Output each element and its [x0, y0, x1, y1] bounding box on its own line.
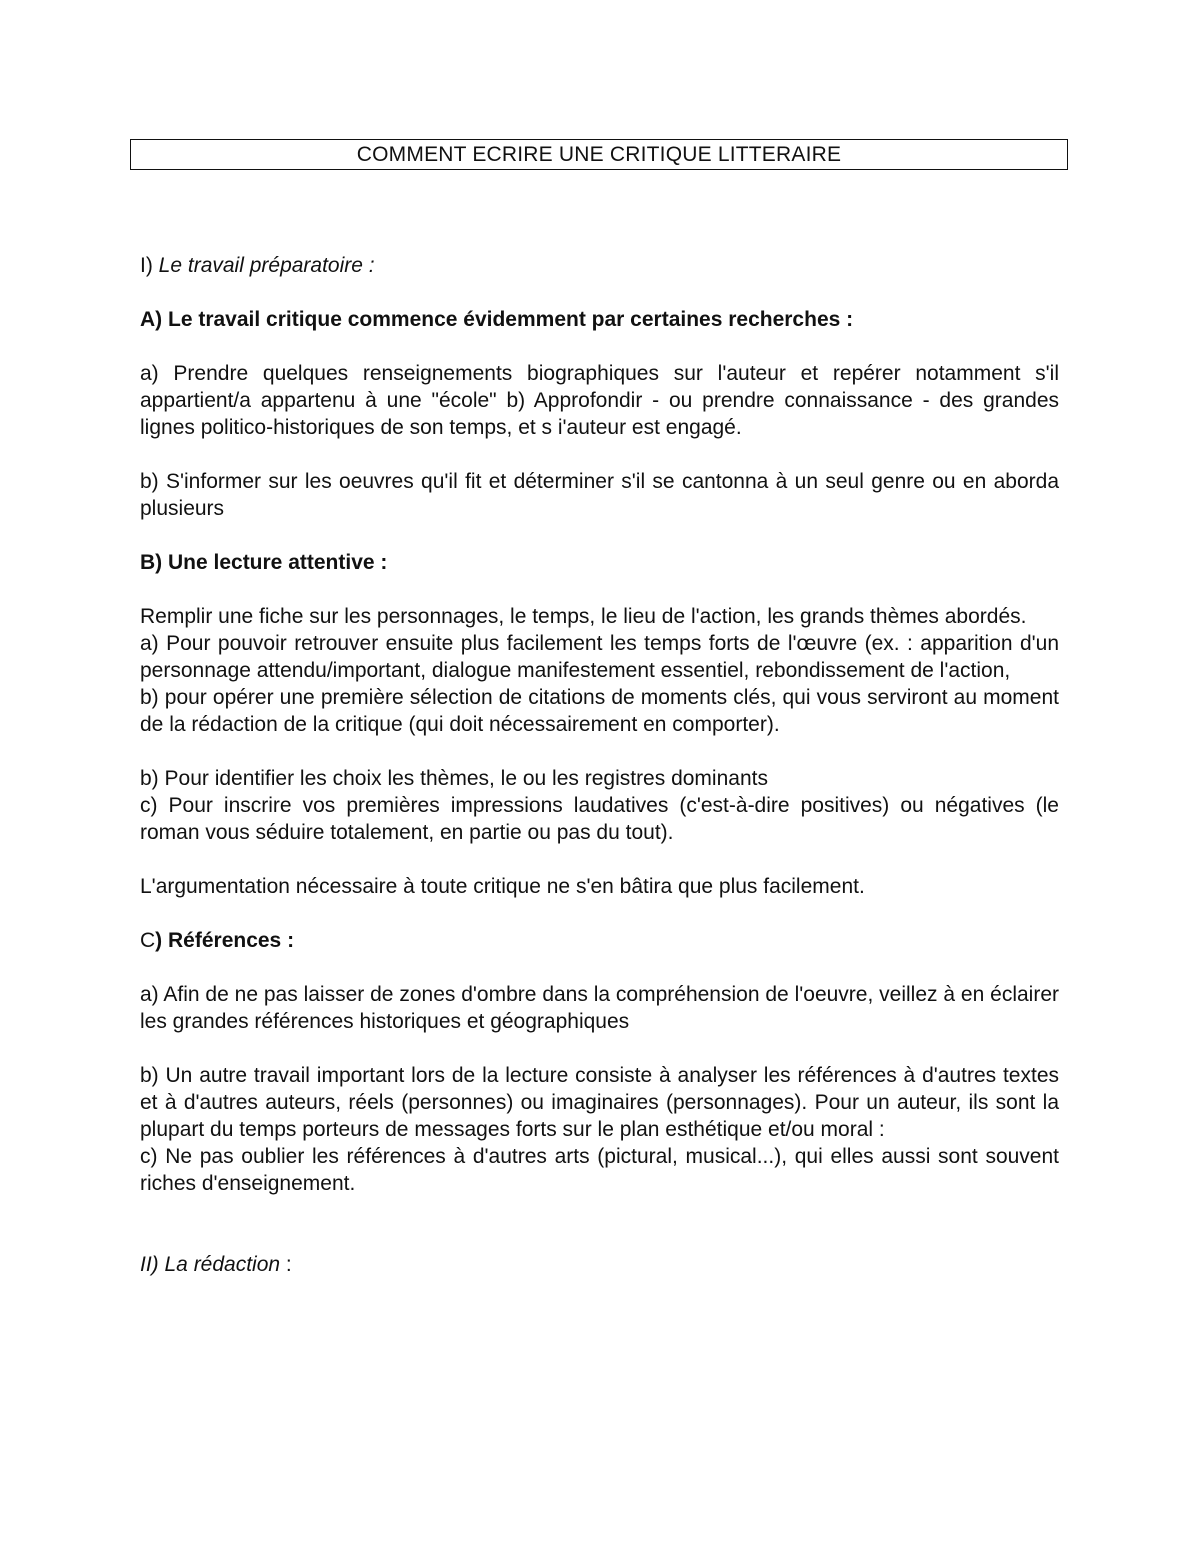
part-b-item-b2: b) Pour identifier les choix les thèmes, le ou les registres dominants: [140, 767, 768, 790]
part-c-heading-text: ) Références :: [155, 929, 295, 952]
section-1-title: Le travail préparatoire :: [158, 254, 375, 277]
document-title: COMMENT ECRIRE UNE CRITIQUE LITTERAIRE: [130, 139, 1068, 170]
document-body: [140, 252, 1059, 1278]
section-2-heading: [140, 1251, 1059, 1278]
section-2-title: II) La rédaction: [140, 1253, 281, 1276]
section-1-numeral: I): [140, 254, 159, 277]
section-1-heading: [140, 252, 1059, 279]
part-c-item-a: a) Afin de ne pas laisser de zones d'ombre dans la compréhension de l'oeuvre, veillez à en éclairer les grandes références historiques et géographiques: [140, 983, 1059, 1033]
part-b-item-b: b) pour opérer une première sélection de citations de moments clés, qui vous serviront au moment de la rédaction de la critique (qui doit nécessairement en comporter).: [140, 686, 1059, 736]
part-c-heading-letter: C: [140, 929, 156, 952]
part-c-heading: [140, 927, 1059, 954]
part-b-conclusion: L'argumentation nécessaire à toute critique ne s'en bâtira que plus facilement.: [140, 875, 865, 898]
section-2-colon: :: [280, 1253, 292, 1276]
part-a-paragraph-1: a) Prendre quelques renseignements biographiques sur l'auteur et repérer notamment s'il appartient/a appartenu à une "école" b) Approfondir - ou prendre connaissance - des grandes lignes politico-historiques de son temps, et s i'auteur est engagé.: [140, 362, 1059, 439]
part-b-intro: Remplir une fiche sur les personnages, le temps, le lieu de l'action, les grands thèmes abordés.: [140, 605, 1027, 628]
part-c-item-c: c) Ne pas oublier les références à d'autres arts (pictural, musical...), qui elles aussi sont souvent riches d'enseignement.: [140, 1145, 1059, 1195]
part-b-item-a: a) Pour pouvoir retrouver ensuite plus facilement les temps forts de l'œuvre (ex. : apparition d'un personnage attendu/important, dialogue manifestement essentiel, rebondissement de l'action,: [140, 632, 1059, 682]
part-a-paragraph-2: b) S'informer sur les oeuvres qu'il fit et déterminer s'il se cantonna à un seul genre ou en aborda plusieurs: [140, 470, 1059, 520]
part-a-heading: A) Le travail critique commence évidemment par certaines recherches :: [140, 308, 854, 331]
part-c-item-b: b) Un autre travail important lors de la lecture consiste à analyser les références à d'autres textes et à d'autres auteurs, réels (personnes) ou imaginaires (personnages). Pour un auteur, ils sont la plupart du temps porteurs de messages forts sur le plan esthétique et/ou moral :: [140, 1064, 1059, 1141]
part-b-item-c: c) Pour inscrire vos premières impressions laudatives (c'est-à-dire positives) ou négatives (le roman vous séduire totalement, en partie ou pas du tout).: [140, 794, 1059, 844]
part-b-heading: B) Une lecture attentive :: [140, 551, 388, 574]
